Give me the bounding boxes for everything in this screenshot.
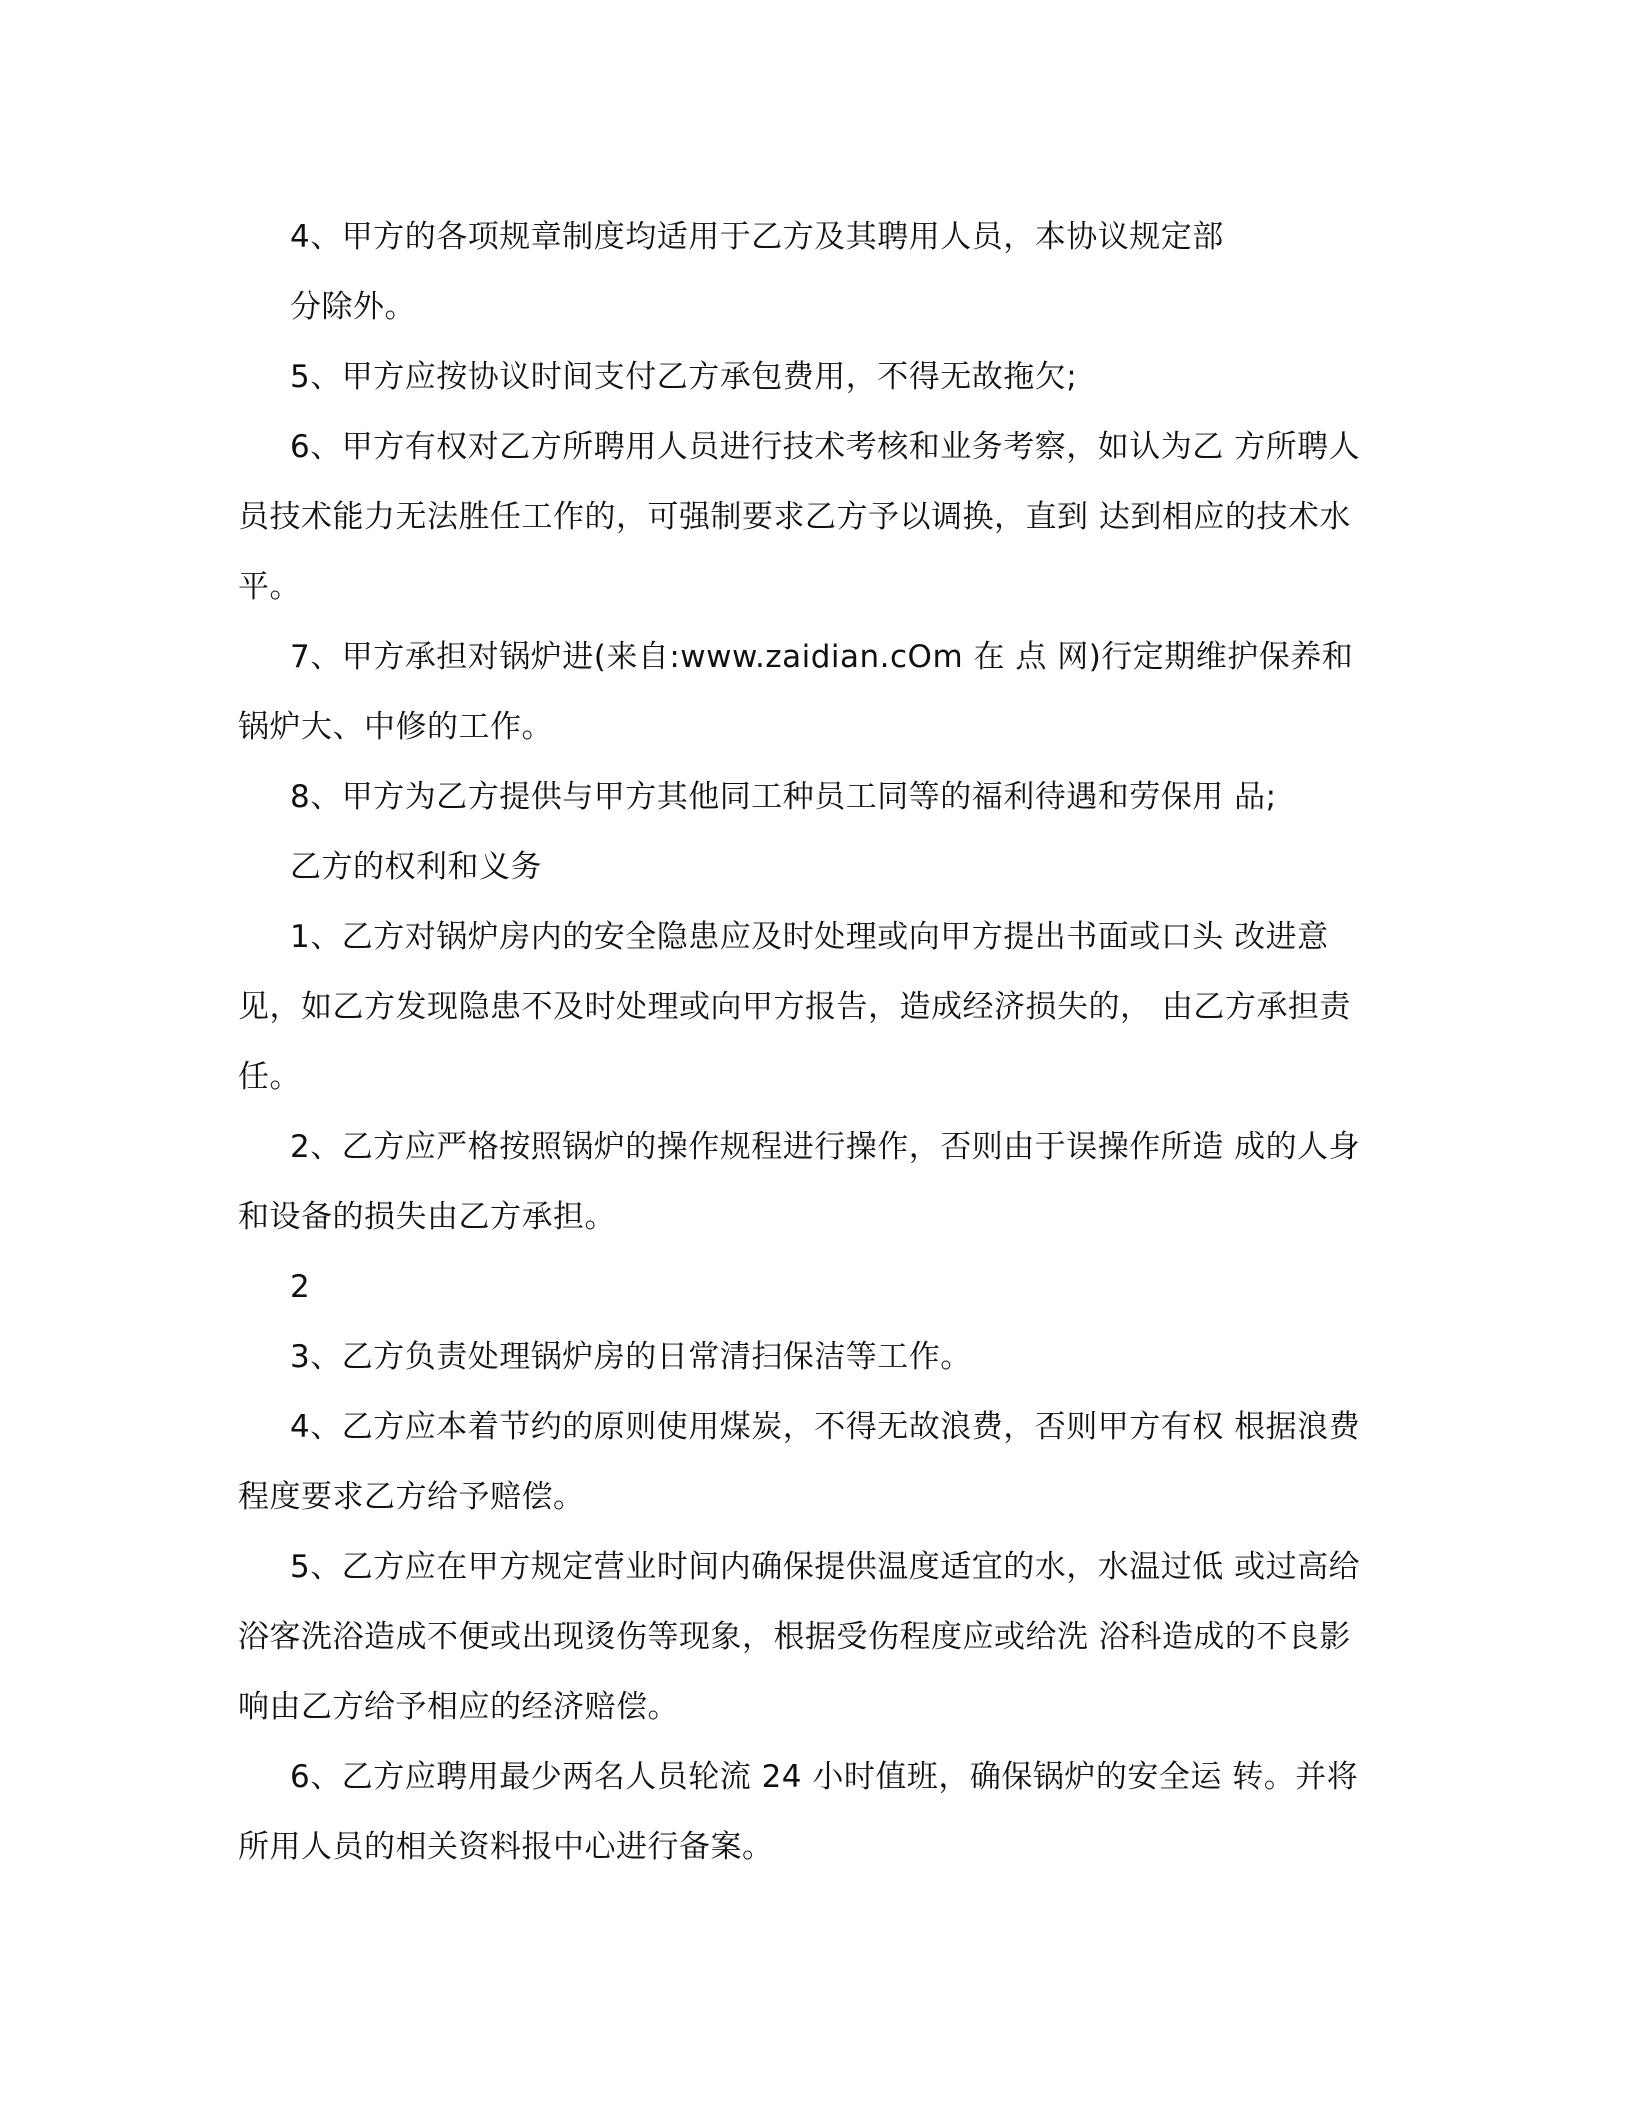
- paragraph-clause-3-yi: 3、乙方负责处理锅炉房的日常清扫保洁等工作。: [290, 1339, 972, 1375]
- paragraph-clause-4-yi: 4、乙方应本着节约的原则使用煤炭，不得无故浪费，否则甲方有权 根据浪费程度要求乙方给予赔偿。: [238, 1409, 1361, 1515]
- page-number: 2: [290, 1269, 311, 1305]
- paragraph-clause-6-yi: 6、乙方应聘用最少两名人员轮流 24 小时值班，确保锅炉的安全运 转。并将所用人员的相关资料报中心进行备案。: [238, 1759, 1359, 1865]
- paragraph-clause-5-yi: 5、乙方应在甲方规定营业时间内确保提供温度适宜的水，水温过低 或过高给浴客洗浴造成不便或出现烫伤等现象，根据受伤程度应或给洗 浴科造成的不良影响由乙方给予相应的经济赔偿。: [238, 1549, 1361, 1725]
- paragraph-clause-1-yi: 1、乙方对锅炉房内的安全隐患应及时处理或向甲方提出书面或口头 改进意见，如乙方发现隐患不及时处理或向甲方报告，造成经济损失的， 由乙方承担责任。: [238, 919, 1351, 1095]
- paragraph-clause-4-continuation: 分除外。: [290, 289, 416, 325]
- paragraph-clause-5-jia: 5、甲方应按协议时间支付乙方承包费用，不得无故拖欠;: [290, 359, 1078, 395]
- document-body: [238, 202, 1378, 1882]
- paragraph-clause-4-jia: 4、甲方的各项规章制度均适用于乙方及其聘用人员，本协议规定部: [290, 219, 1224, 255]
- paragraph-clause-2-yi: 2、乙方应严格按照锅炉的操作规程进行操作，否则由于误操作所造 成的人身和设备的损失由乙方承担。: [238, 1129, 1361, 1235]
- section-heading-yi-rights: 乙方的权利和义务: [290, 849, 542, 885]
- paragraph-clause-7-jia: 7、甲方承担对锅炉进(来自:www.zaidian.cOm 在 点 网)行定期维护保养和锅炉大、中修的工作。: [238, 639, 1354, 745]
- paragraph-clause-8-jia: 8、甲方为乙方提供与甲方其他同工种员工同等的福利待遇和劳保用 品;: [290, 779, 1277, 815]
- paragraph-clause-6-jia: 6、甲方有权对乙方所聘用人员进行技术考核和业务考察，如认为乙 方所聘人员技术能力无法胜任工作的，可强制要求乙方予以调换，直到 达到相应的技术水平。: [238, 429, 1361, 605]
